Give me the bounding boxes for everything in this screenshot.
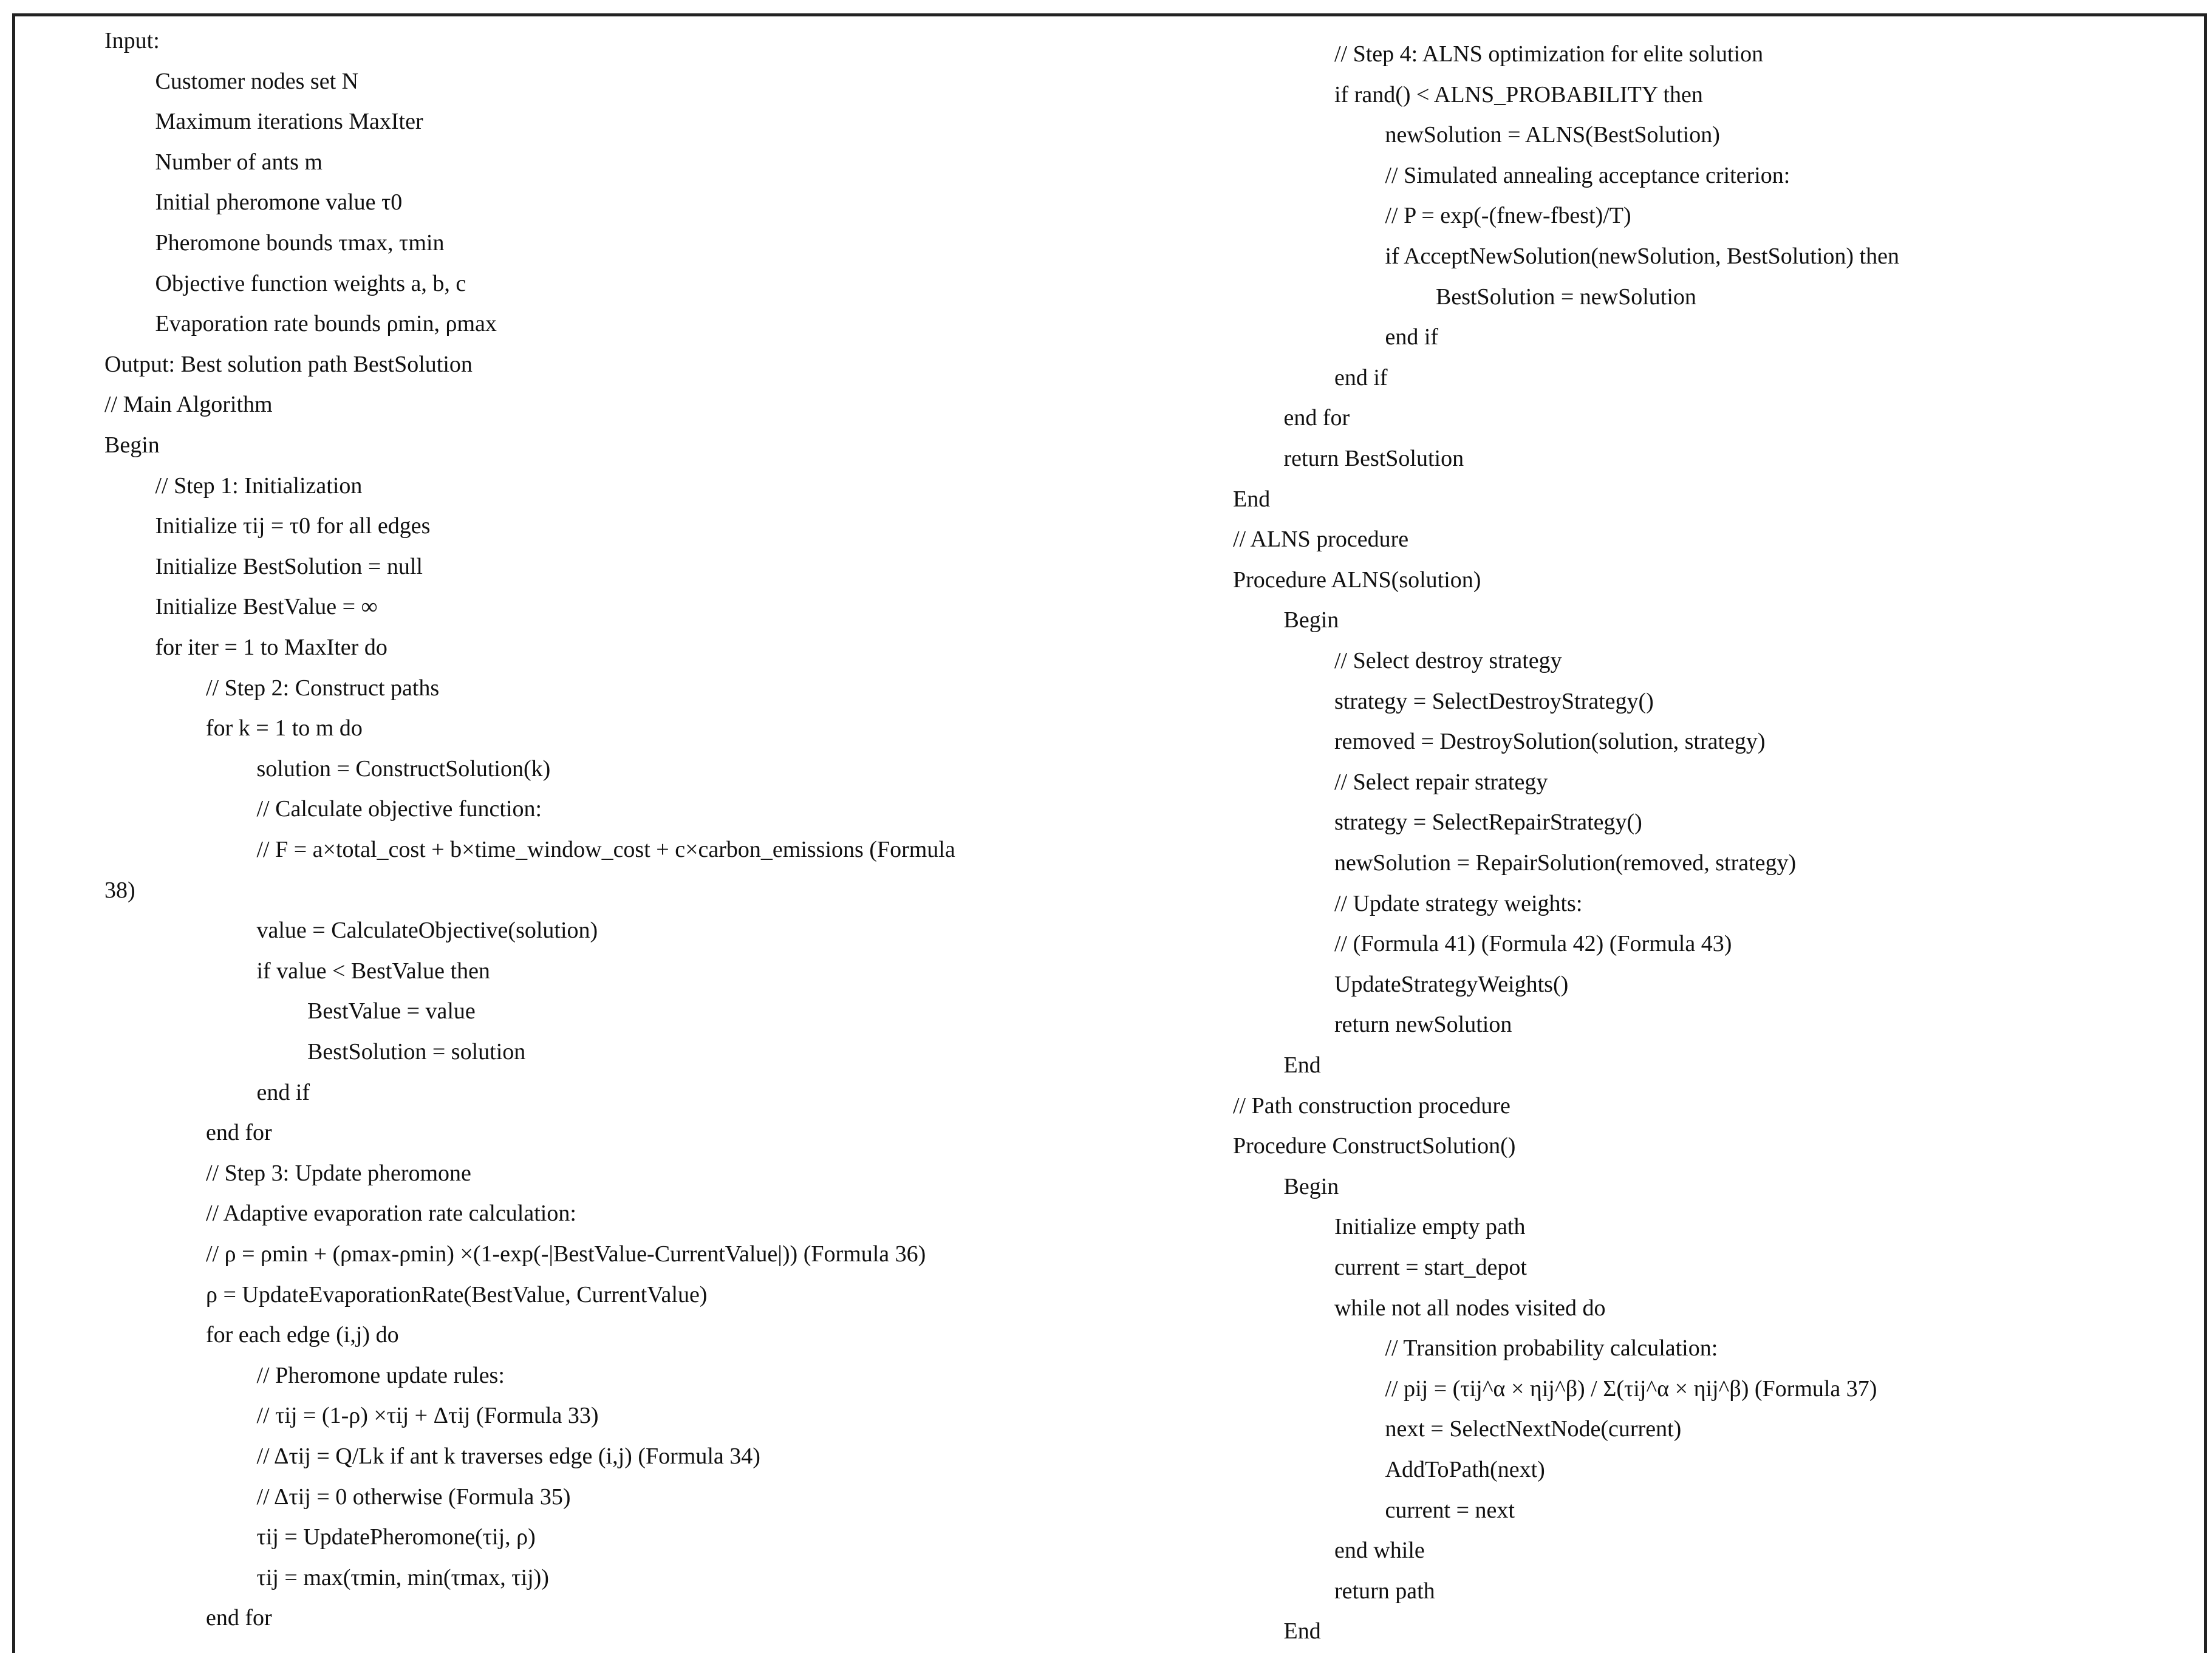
code-line: current = next	[1385, 1497, 1515, 1523]
code-line: for each edge (i,j) do	[206, 1322, 399, 1348]
code-line: // Select repair strategy	[1334, 769, 1548, 795]
code-line: // (Formula 41) (Formula 42) (Formula 43)	[1334, 931, 1732, 957]
code-line: strategy = SelectDestroyStrategy()	[1334, 688, 1654, 714]
code-line: // Update strategy weights:	[1334, 890, 1583, 916]
code-line: Initialize empty path	[1334, 1214, 1526, 1240]
code-line: return BestSolution	[1283, 446, 1464, 471]
code-line: end for	[1283, 405, 1350, 431]
code-line: // Transition probability calculation:	[1385, 1335, 1718, 1362]
code-line: // Select destroy strategy	[1334, 648, 1562, 673]
code-line: Begin	[1283, 607, 1339, 633]
code-line: Evaporation rate bounds ρmin, ρmax	[155, 311, 497, 337]
code-line: while not all nodes visited do	[1334, 1295, 1606, 1321]
code-line: Objective function weights a, b, c	[155, 270, 466, 296]
code-line: Begin	[1283, 1173, 1339, 1199]
code-line: Output: Best solution path BestSolution	[104, 351, 473, 377]
code-line: ρ = UpdateEvaporationRate(BestValue, CurrentValue)	[206, 1281, 708, 1307]
code-line: Maximum iterations MaxIter	[155, 109, 423, 135]
code-line: Pheromone bounds τmax, τmin	[155, 230, 445, 256]
code-line: τij = max(τmin, min(τmax, τij))	[256, 1564, 549, 1590]
code-line: value = CalculateObjective(solution)	[256, 918, 598, 944]
code-line: Initialize BestSolution = null	[155, 553, 423, 579]
code-line: strategy = SelectRepairStrategy()	[1334, 809, 1642, 836]
code-line: Customer nodes set N	[155, 68, 359, 94]
code-line: newSolution = ALNS(BestSolution)	[1385, 122, 1720, 148]
code-line: End	[1283, 1618, 1321, 1644]
code-line: End	[1233, 486, 1271, 512]
code-line: Begin	[104, 432, 160, 458]
code-line: end if	[256, 1079, 310, 1105]
code-line: Input:	[104, 28, 160, 53]
code-line: // Step 4: ALNS optimization for elite solution	[1334, 41, 1764, 67]
code-line: if value < BestValue then	[256, 958, 490, 984]
code-line: // Pheromone update rules:	[256, 1362, 505, 1388]
code-line: return newSolution	[1334, 1012, 1512, 1038]
code-line: // Main Algorithm	[104, 392, 273, 418]
code-line: end while	[1334, 1538, 1425, 1564]
code-line: // Calculate objective function:	[256, 796, 542, 822]
code-line: τij = UpdatePheromone(τij, ρ)	[256, 1524, 536, 1550]
code-line: // F = a×total_cost + b×time_window_cost + c×carbon_emissions (Formula	[256, 837, 955, 862]
code-line: // ρ = ρmin + (ρmax-ρmin) ×(1-exp(-|BestValue-CurrentValue|)) (Formula 36)	[206, 1241, 926, 1267]
code-line: end if	[1334, 364, 1388, 390]
code-line: // Step 2: Construct paths	[206, 675, 440, 701]
code-line: next = SelectNextNode(current)	[1385, 1416, 1682, 1442]
code-line: end for	[206, 1605, 272, 1631]
code-line: for k = 1 to m do	[206, 715, 363, 741]
code-line: newSolution = RepairSolution(removed, strategy)	[1334, 850, 1797, 876]
code-line: 38)	[104, 877, 135, 903]
code-line: Initial pheromone value τ0	[155, 189, 403, 216]
code-line: current = start_depot	[1334, 1255, 1527, 1280]
code-line: // Δτij = 0 otherwise (Formula 35)	[256, 1484, 571, 1510]
code-line: // τij = (1-ρ) ×τij + Δτij (Formula 33)	[256, 1403, 599, 1429]
code-line: Procedure ConstructSolution()	[1233, 1133, 1516, 1159]
code-line: Procedure ALNS(solution)	[1233, 567, 1481, 593]
code-line: // Simulated annealing acceptance criterion:	[1385, 162, 1790, 188]
code-line: Initialize BestValue = ∞	[155, 594, 378, 620]
code-line: // Adaptive evaporation rate calculation:	[206, 1201, 576, 1227]
code-line: BestSolution = solution	[307, 1039, 526, 1065]
code-line: UpdateStrategyWeights()	[1334, 971, 1569, 997]
code-line: // Δτij = Q/Lk if ant k traverses edge (i,j) (Formula 34)	[256, 1443, 760, 1469]
code-line: // Step 3: Update pheromone	[206, 1160, 471, 1186]
code-line: // Step 1: Initialization	[155, 472, 363, 499]
code-line: // ALNS procedure	[1233, 527, 1409, 553]
code-line: solution = ConstructSolution(k)	[256, 755, 551, 782]
code-line: Initialize τij = τ0 for all edges	[155, 513, 431, 539]
code-line: end for	[206, 1120, 272, 1146]
code-line: // Path construction procedure	[1233, 1092, 1511, 1119]
code-line: if rand() < ALNS_PROBABILITY then	[1334, 81, 1703, 107]
code-line: End	[1283, 1052, 1321, 1078]
code-line: // P = exp(-(fnew-fbest)/T)	[1385, 203, 1631, 229]
code-line: // pij = (τij^α × ηij^β) / Σ(τij^α × ηij^β) (Formula 37)	[1385, 1375, 1877, 1402]
code-line: BestValue = value	[307, 998, 476, 1024]
code-line: if AcceptNewSolution(newSolution, BestSolution) then	[1385, 244, 1899, 269]
code-line: for iter = 1 to MaxIter do	[155, 635, 387, 660]
code-line: AddToPath(next)	[1385, 1457, 1545, 1482]
code-line: return path	[1334, 1578, 1435, 1604]
code-line: Number of ants m	[155, 149, 323, 175]
code-line: BestSolution = newSolution	[1436, 284, 1696, 310]
code-line: removed = DestroySolution(solution, strategy)	[1334, 729, 1766, 755]
code-line: end if	[1385, 324, 1439, 350]
